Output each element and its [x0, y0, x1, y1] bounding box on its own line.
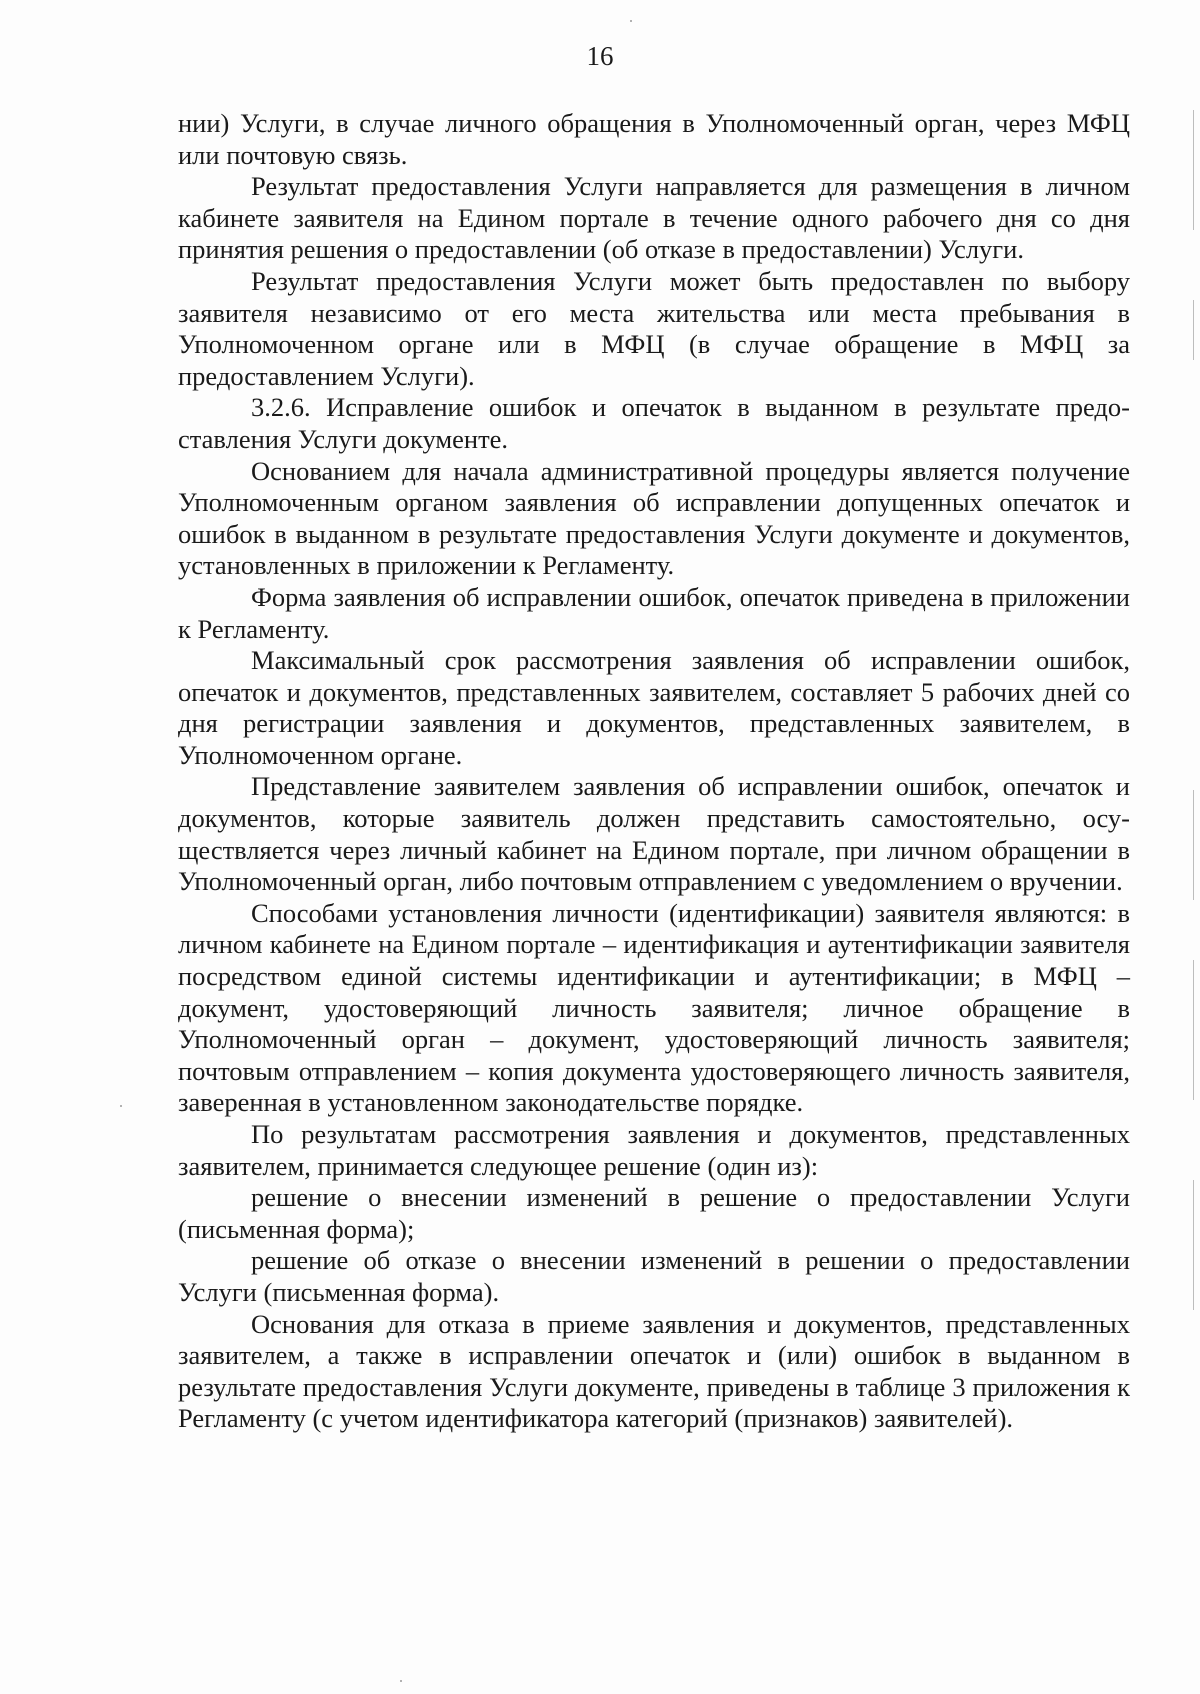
scan-artifact: [1193, 790, 1194, 900]
scan-artifact: [400, 1680, 402, 1682]
page-number: 16: [586, 41, 614, 71]
paragraph: нии) Услуги, в случае личного обращения в Уполномоченный орган, через МФЦ или почтовую связь.: [178, 108, 1130, 170]
paragraph: Максимальный срок рассмотрения заявления об исправлении ошибок, опечаток и документов, представленных заявителем, составляет 5 рабочих дней со дня регистрации заявления и документов, представленных заявителем, в Уполномоченном органе.: [178, 645, 1130, 770]
paragraph: Результат предоставления Услуги может быть предоставлен по выбору заявителя независимо от его места жительства или места пребывания в Уполномоченном органе или в МФЦ (в случае обращение в МФЦ за предоставлением Услуги).: [178, 265, 1130, 391]
scan-artifact: [120, 1105, 122, 1107]
scan-artifact: [1193, 960, 1194, 1100]
paragraph: решение об отказе о внесении изменений в решении о предоставлении Услуги (письменная форма).: [178, 1245, 1130, 1307]
paragraph: Основанием для начала административной процедуры является получение Уполномоченным органом заявления об исправлении допущенных опечаток и ошибок в выданном в результате предоставления Услуги документе и документов, установленных в приложении к Регламенту.: [178, 455, 1130, 581]
document-body: [178, 108, 1130, 1435]
paragraph: Основания для отказа в приеме заявления и документов, представленных заявителем, а также в исправлении опечаток и (или) ошибок в выданном в результате предоставления Услуги документе, приведены в таблице 3 приложения к Регламенту (с учетом идентификатора категорий (признаков) заявителей).: [178, 1308, 1130, 1434]
scan-artifact: [630, 20, 632, 22]
paragraph: 3.2.6. Исправление ошибок и опечаток в выданном в результате предоставления Услуги документе.: [178, 392, 1130, 454]
paragraph: решение о внесении изменений в решение о предоставлении Услуги (письменная форма);: [178, 1182, 1130, 1244]
scan-artifact: [1193, 110, 1194, 230]
paragraph: Способами установления личности (идентификации) заявителя являются: в личном кабинете на Едином портале – идентификация и аутентификации заявителя посредством единой системы идентификации и аутентификации; в МФЦ – документ, удостоверяющий личность заявителя; личное обращение в Уполномоченный орган – документ, удостоверяющий личность заявителя; почтовым отправлением – копия документа удостоверяющего личность заявителя, заверенная в установленном законодательстве порядке.: [178, 897, 1130, 1118]
paragraph: Результат предоставления Услуги направляется для размещения в личном кабинете заявителя на Едином портале в течение одного рабочего дня со дня принятия решения о предоставлении (об отказе в предоставлении) Услуги.: [178, 171, 1130, 265]
paragraph: Представление заявителем заявления об исправлении ошибок, опечаток и документов, которые заявитель должен представить самостоятельно, осуществляется через личный кабинет на Едином портале, при личном обращении в Уполномоченный орган, либо почтовым отправлением с уведомлением о вручении.: [178, 771, 1130, 897]
scan-artifact: [1193, 1180, 1194, 1310]
scan-artifact: [1193, 300, 1194, 360]
paragraph: По результатам рассмотрения заявления и документов, представленных заявителем, принимается следующее решение (один из):: [178, 1119, 1130, 1181]
paragraph: Форма заявления об исправлении ошибок, опечаток приведена в приложении к Регламенту.: [178, 581, 1130, 644]
